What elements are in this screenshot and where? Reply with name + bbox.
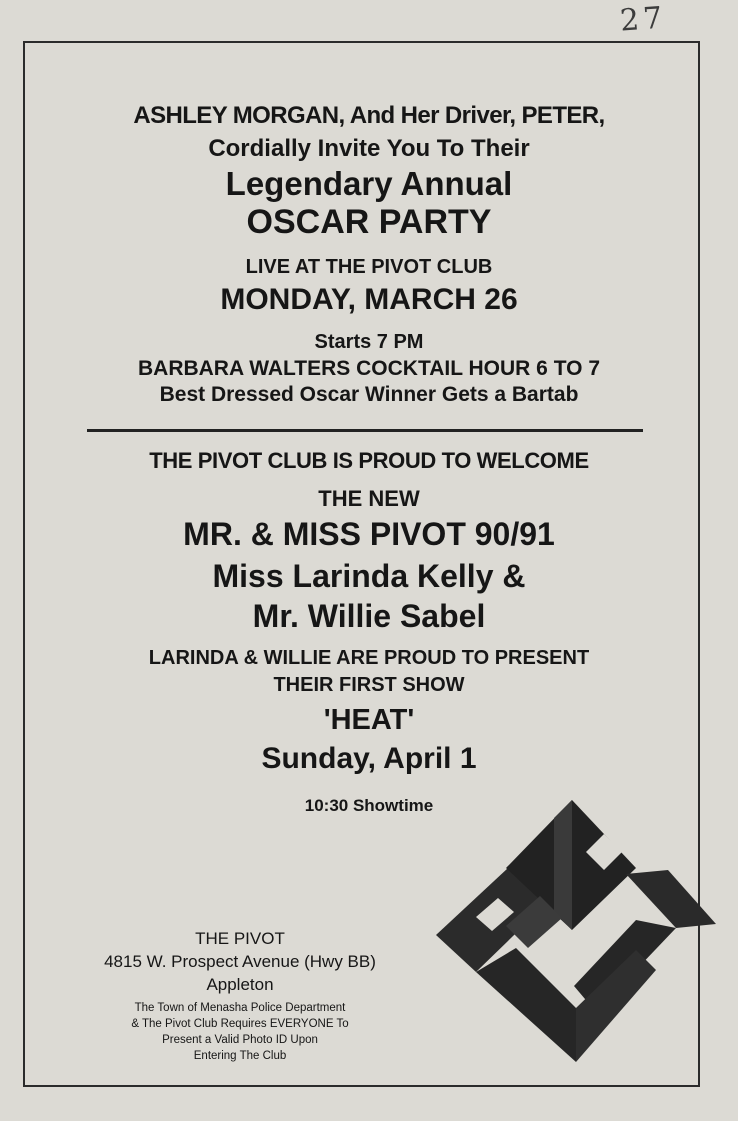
showtime: 10:30 Showtime (304, 796, 434, 815)
party-date: MONDAY, MARCH 26 (220, 283, 518, 316)
show-date: Sunday, April 1 (261, 742, 477, 775)
welcome-line: THE PIVOT CLUB IS PROUD TO WELCOME (149, 448, 589, 473)
venue-line: LIVE AT THE PIVOT CLUB (245, 256, 493, 278)
page-number: 27 (618, 0, 668, 39)
club-city: Appleton (206, 975, 274, 994)
id-notice-line: & The Pivot Club Requires EVERYONE To (131, 1018, 349, 1030)
club-name: THE PIVOT (195, 929, 285, 948)
best-dressed-prize: Best Dressed Oscar Winner Gets a Bartab (159, 383, 579, 406)
section-divider (87, 429, 643, 432)
present-line: LARINDA & WILLIE ARE PROUD TO PRESENT (148, 647, 590, 669)
mr-pivot-name: Mr. Willie Sabel (252, 598, 486, 634)
pivot-logo (436, 800, 716, 1070)
first-show-line: THEIR FIRST SHOW (273, 674, 465, 696)
start-time: Starts 7 PM (314, 331, 424, 353)
club-address: 4815 W. Prospect Avenue (Hwy BB) (104, 952, 376, 971)
miss-pivot-name: Miss Larinda Kelly & (212, 558, 526, 594)
id-notice-line: Present a Valid Photo ID Upon (162, 1034, 318, 1046)
mr-miss-pivot-title: MR. & MISS PIVOT 90/91 (183, 516, 555, 552)
hosts-line: ASHLEY MORGAN, And Her Driver, PETER, (133, 102, 605, 129)
the-new-line: THE NEW (318, 486, 420, 511)
id-notice-line: Entering The Club (193, 1050, 287, 1062)
id-notice-line: The Town of Menasha Police Department (134, 1002, 346, 1014)
cocktail-hour: BARBARA WALTERS COCKTAIL HOUR 6 TO 7 (137, 357, 600, 380)
oscar-party-title: OSCAR PARTY (246, 203, 492, 241)
legendary-annual: Legendary Annual (225, 165, 513, 202)
invite-line: Cordially Invite You To Their (208, 135, 530, 162)
show-title: 'HEAT' (323, 704, 415, 736)
